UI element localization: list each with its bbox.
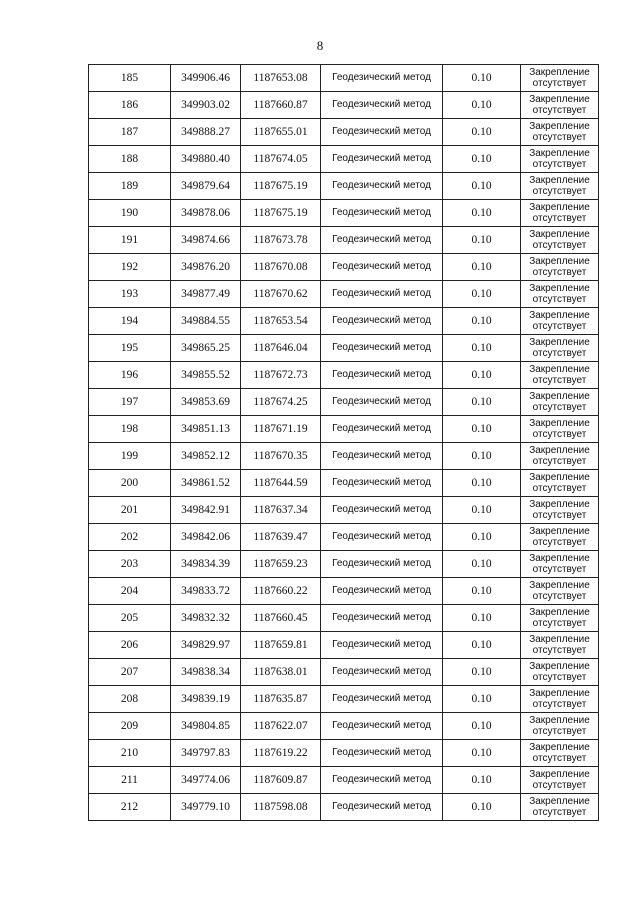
x-coordinate-cell: 349884.55 [171, 308, 241, 335]
y-coordinate-cell: 1187675.19 [241, 200, 321, 227]
table-row [89, 254, 599, 281]
fixation-cell [521, 767, 599, 794]
fixation-line-1: Закрепление [529, 94, 590, 105]
point-number-cell: 185 [89, 65, 171, 92]
point-number-cell: 212 [89, 794, 171, 821]
point-number-cell: 209 [89, 713, 171, 740]
table-row [89, 416, 599, 443]
y-coordinate-cell: 1187646.04 [241, 335, 321, 362]
point-number-cell: 197 [89, 389, 171, 416]
x-coordinate-cell: 349833.72 [171, 578, 241, 605]
fixation-cell [521, 794, 599, 821]
fixation-line-1: Закрепление [529, 634, 590, 645]
fixation-line-1: Закрепление [529, 580, 590, 591]
point-number-cell: 196 [89, 362, 171, 389]
fixation-cell [521, 335, 599, 362]
fixation-cell [521, 92, 599, 119]
method-cell: Геодезический метод [321, 767, 443, 794]
fixation-line-2: отсутствует [532, 564, 587, 575]
error-cell: 0.10 [443, 470, 521, 497]
fixation-cell [521, 389, 599, 416]
fixation-cell [521, 308, 599, 335]
error-cell: 0.10 [443, 92, 521, 119]
point-number-cell: 195 [89, 335, 171, 362]
fixation-line-1: Закрепление [529, 121, 590, 132]
error-cell: 0.10 [443, 200, 521, 227]
y-coordinate-cell: 1187674.25 [241, 389, 321, 416]
table-row [89, 119, 599, 146]
table-row [89, 308, 599, 335]
fixation-cell [521, 578, 599, 605]
table-row [89, 443, 599, 470]
fixation-line-1: Закрепление [529, 310, 590, 321]
fixation-cell [521, 470, 599, 497]
point-number-cell: 190 [89, 200, 171, 227]
fixation-line-2: отсутствует [532, 618, 587, 629]
fixation-line-2: отсутствует [532, 240, 587, 251]
y-coordinate-cell: 1187674.05 [241, 146, 321, 173]
table-row [89, 686, 599, 713]
method-cell: Геодезический метод [321, 119, 443, 146]
x-coordinate-cell: 349774.06 [171, 767, 241, 794]
y-coordinate-cell: 1187644.59 [241, 470, 321, 497]
x-coordinate-cell: 349874.66 [171, 227, 241, 254]
table-row [89, 173, 599, 200]
fixation-line-1: Закрепление [529, 67, 590, 78]
fixation-line-2: отсутствует [532, 186, 587, 197]
fixation-line-1: Закрепление [529, 688, 590, 699]
method-cell: Геодезический метод [321, 308, 443, 335]
fixation-line-1: Закрепление [529, 202, 590, 213]
x-coordinate-cell: 349855.52 [171, 362, 241, 389]
x-coordinate-cell: 349877.49 [171, 281, 241, 308]
x-coordinate-cell: 349838.34 [171, 659, 241, 686]
method-cell: Геодезический метод [321, 551, 443, 578]
error-cell: 0.10 [443, 308, 521, 335]
fixation-line-2: отсутствует [532, 267, 587, 278]
fixation-line-1: Закрепление [529, 661, 590, 672]
method-cell: Геодезический метод [321, 200, 443, 227]
fixation-line-1: Закрепление [529, 742, 590, 753]
y-coordinate-cell: 1187660.45 [241, 605, 321, 632]
fixation-cell [521, 524, 599, 551]
error-cell: 0.10 [443, 254, 521, 281]
fixation-line-2: отсутствует [532, 429, 587, 440]
method-cell: Геодезический метод [321, 578, 443, 605]
error-cell: 0.10 [443, 281, 521, 308]
table-row [89, 497, 599, 524]
method-cell: Геодезический метод [321, 740, 443, 767]
point-number-cell: 191 [89, 227, 171, 254]
method-cell: Геодезический метод [321, 281, 443, 308]
x-coordinate-cell: 349797.83 [171, 740, 241, 767]
method-cell: Геодезический метод [321, 524, 443, 551]
point-number-cell: 210 [89, 740, 171, 767]
table-row [89, 551, 599, 578]
error-cell: 0.10 [443, 335, 521, 362]
fixation-cell [521, 362, 599, 389]
x-coordinate-cell: 349876.20 [171, 254, 241, 281]
table-body [89, 65, 599, 821]
fixation-line-2: отсутствует [532, 699, 587, 710]
fixation-cell [521, 416, 599, 443]
point-number-cell: 186 [89, 92, 171, 119]
method-cell: Геодезический метод [321, 92, 443, 119]
fixation-line-1: Закрепление [529, 796, 590, 807]
point-number-cell: 193 [89, 281, 171, 308]
fixation-cell [521, 686, 599, 713]
table-row [89, 389, 599, 416]
y-coordinate-cell: 1187622.07 [241, 713, 321, 740]
point-number-cell: 192 [89, 254, 171, 281]
error-cell: 0.10 [443, 551, 521, 578]
y-coordinate-cell: 1187660.22 [241, 578, 321, 605]
table-row [89, 524, 599, 551]
point-number-cell: 205 [89, 605, 171, 632]
point-number-cell: 207 [89, 659, 171, 686]
method-cell: Геодезический метод [321, 362, 443, 389]
method-cell: Геодезический метод [321, 686, 443, 713]
point-number-cell: 208 [89, 686, 171, 713]
error-cell: 0.10 [443, 605, 521, 632]
x-coordinate-cell: 349832.32 [171, 605, 241, 632]
fixation-cell [521, 200, 599, 227]
error-cell: 0.10 [443, 524, 521, 551]
x-coordinate-cell: 349804.85 [171, 713, 241, 740]
y-coordinate-cell: 1187671.19 [241, 416, 321, 443]
error-cell: 0.10 [443, 713, 521, 740]
error-cell: 0.10 [443, 389, 521, 416]
y-coordinate-cell: 1187660.87 [241, 92, 321, 119]
fixation-line-1: Закрепление [529, 283, 590, 294]
table-row [89, 713, 599, 740]
y-coordinate-cell: 1187638.01 [241, 659, 321, 686]
method-cell: Геодезический метод [321, 443, 443, 470]
fixation-line-2: отсутствует [532, 321, 587, 332]
fixation-line-1: Закрепление [529, 445, 590, 456]
table-row [89, 470, 599, 497]
fixation-line-1: Закрепление [529, 175, 590, 186]
error-cell: 0.10 [443, 767, 521, 794]
fixation-cell [521, 173, 599, 200]
fixation-cell [521, 605, 599, 632]
fixation-line-1: Закрепление [529, 472, 590, 483]
point-number-cell: 211 [89, 767, 171, 794]
y-coordinate-cell: 1187675.19 [241, 173, 321, 200]
fixation-line-2: отсутствует [532, 807, 587, 818]
error-cell: 0.10 [443, 659, 521, 686]
error-cell: 0.10 [443, 632, 521, 659]
point-number-cell: 199 [89, 443, 171, 470]
table-row [89, 227, 599, 254]
fixation-line-1: Закрепление [529, 553, 590, 564]
y-coordinate-cell: 1187659.23 [241, 551, 321, 578]
table-row [89, 200, 599, 227]
method-cell: Геодезический метод [321, 227, 443, 254]
y-coordinate-cell: 1187670.35 [241, 443, 321, 470]
fixation-line-2: отсутствует [532, 375, 587, 386]
y-coordinate-cell: 1187639.47 [241, 524, 321, 551]
fixation-cell [521, 632, 599, 659]
fixation-line-1: Закрепление [529, 607, 590, 618]
y-coordinate-cell: 1187672.73 [241, 362, 321, 389]
error-cell: 0.10 [443, 362, 521, 389]
method-cell: Геодезический метод [321, 335, 443, 362]
point-number-cell: 201 [89, 497, 171, 524]
page-number: 8 [316, 38, 324, 53]
y-coordinate-cell: 1187598.08 [241, 794, 321, 821]
method-cell: Геодезический метод [321, 65, 443, 92]
fixation-cell [521, 443, 599, 470]
x-coordinate-cell: 349779.10 [171, 794, 241, 821]
y-coordinate-cell: 1187670.08 [241, 254, 321, 281]
fixation-line-1: Закрепление [529, 229, 590, 240]
table-row [89, 335, 599, 362]
y-coordinate-cell: 1187635.87 [241, 686, 321, 713]
x-coordinate-cell: 349842.91 [171, 497, 241, 524]
fixation-line-1: Закрепление [529, 391, 590, 402]
fixation-cell [521, 227, 599, 254]
fixation-line-2: отсутствует [532, 159, 587, 170]
fixation-line-1: Закрепление [529, 769, 590, 780]
method-cell: Геодезический метод [321, 659, 443, 686]
error-cell: 0.10 [443, 497, 521, 524]
method-cell: Геодезический метод [321, 254, 443, 281]
y-coordinate-cell: 1187609.87 [241, 767, 321, 794]
x-coordinate-cell: 349839.19 [171, 686, 241, 713]
point-number-cell: 188 [89, 146, 171, 173]
error-cell: 0.10 [443, 686, 521, 713]
x-coordinate-cell: 349906.46 [171, 65, 241, 92]
x-coordinate-cell: 349842.06 [171, 524, 241, 551]
fixation-line-2: отсутствует [532, 132, 587, 143]
error-cell: 0.10 [443, 740, 521, 767]
y-coordinate-cell: 1187637.34 [241, 497, 321, 524]
fixation-line-1: Закрепление [529, 715, 590, 726]
method-cell: Геодезический метод [321, 713, 443, 740]
fixation-cell [521, 551, 599, 578]
error-cell: 0.10 [443, 227, 521, 254]
table-row [89, 605, 599, 632]
x-coordinate-cell: 349829.97 [171, 632, 241, 659]
fixation-cell [521, 146, 599, 173]
x-coordinate-cell: 349851.13 [171, 416, 241, 443]
table-row [89, 578, 599, 605]
table-row [89, 767, 599, 794]
table-row [89, 281, 599, 308]
error-cell: 0.10 [443, 578, 521, 605]
table-row [89, 794, 599, 821]
x-coordinate-cell: 349861.52 [171, 470, 241, 497]
fixation-line-1: Закрепление [529, 499, 590, 510]
fixation-line-1: Закрепление [529, 364, 590, 375]
point-number-cell: 202 [89, 524, 171, 551]
fixation-line-2: отсутствует [532, 672, 587, 683]
fixation-line-1: Закрепление [529, 337, 590, 348]
fixation-cell [521, 254, 599, 281]
method-cell: Геодезический метод [321, 605, 443, 632]
point-number-cell: 204 [89, 578, 171, 605]
fixation-line-2: отсутствует [532, 537, 587, 548]
x-coordinate-cell: 349903.02 [171, 92, 241, 119]
fixation-line-2: отсутствует [532, 726, 587, 737]
fixation-line-2: отсутствует [532, 402, 587, 413]
table-row [89, 632, 599, 659]
table-row [89, 659, 599, 686]
y-coordinate-cell: 1187673.78 [241, 227, 321, 254]
fixation-line-2: отсутствует [532, 105, 587, 116]
y-coordinate-cell: 1187619.22 [241, 740, 321, 767]
method-cell: Геодезический метод [321, 416, 443, 443]
fixation-line-2: отсутствует [532, 780, 587, 791]
method-cell: Геодезический метод [321, 146, 443, 173]
point-number-cell: 200 [89, 470, 171, 497]
point-number-cell: 194 [89, 308, 171, 335]
fixation-line-2: отсутствует [532, 591, 587, 602]
point-number-cell: 206 [89, 632, 171, 659]
point-number-cell: 203 [89, 551, 171, 578]
fixation-line-2: отсутствует [532, 753, 587, 764]
table-row [89, 362, 599, 389]
y-coordinate-cell: 1187670.62 [241, 281, 321, 308]
fixation-cell [521, 65, 599, 92]
error-cell: 0.10 [443, 146, 521, 173]
fixation-cell [521, 659, 599, 686]
error-cell: 0.10 [443, 65, 521, 92]
fixation-line-2: отсутствует [532, 510, 587, 521]
fixation-line-1: Закрепление [529, 148, 590, 159]
fixation-line-2: отсутствует [532, 456, 587, 467]
error-cell: 0.10 [443, 443, 521, 470]
method-cell: Геодезический метод [321, 497, 443, 524]
y-coordinate-cell: 1187659.81 [241, 632, 321, 659]
method-cell: Геодезический метод [321, 470, 443, 497]
x-coordinate-cell: 349879.64 [171, 173, 241, 200]
coordinates-table [88, 64, 599, 821]
x-coordinate-cell: 349888.27 [171, 119, 241, 146]
x-coordinate-cell: 349834.39 [171, 551, 241, 578]
table-row [89, 146, 599, 173]
fixation-cell [521, 740, 599, 767]
y-coordinate-cell: 1187655.01 [241, 119, 321, 146]
fixation-line-1: Закрепление [529, 418, 590, 429]
x-coordinate-cell: 349880.40 [171, 146, 241, 173]
method-cell: Геодезический метод [321, 173, 443, 200]
error-cell: 0.10 [443, 119, 521, 146]
fixation-line-2: отсутствует [532, 78, 587, 89]
fixation-line-2: отсутствует [532, 213, 587, 224]
fixation-line-2: отсутствует [532, 294, 587, 305]
error-cell: 0.10 [443, 173, 521, 200]
fixation-line-1: Закрепление [529, 256, 590, 267]
x-coordinate-cell: 349865.25 [171, 335, 241, 362]
x-coordinate-cell: 349853.69 [171, 389, 241, 416]
y-coordinate-cell: 1187653.54 [241, 308, 321, 335]
method-cell: Геодезический метод [321, 389, 443, 416]
fixation-cell [521, 281, 599, 308]
fixation-cell [521, 713, 599, 740]
method-cell: Геодезический метод [321, 632, 443, 659]
table-row [89, 92, 599, 119]
x-coordinate-cell: 349852.12 [171, 443, 241, 470]
fixation-line-2: отсутствует [532, 348, 587, 359]
fixation-line-2: отсутствует [532, 483, 587, 494]
table-row [89, 65, 599, 92]
fixation-cell [521, 497, 599, 524]
method-cell: Геодезический метод [321, 794, 443, 821]
fixation-line-2: отсутствует [532, 645, 587, 656]
table-row [89, 740, 599, 767]
point-number-cell: 198 [89, 416, 171, 443]
fixation-line-1: Закрепление [529, 526, 590, 537]
point-number-cell: 187 [89, 119, 171, 146]
x-coordinate-cell: 349878.06 [171, 200, 241, 227]
y-coordinate-cell: 1187653.08 [241, 65, 321, 92]
error-cell: 0.10 [443, 416, 521, 443]
error-cell: 0.10 [443, 794, 521, 821]
point-number-cell: 189 [89, 173, 171, 200]
fixation-cell [521, 119, 599, 146]
